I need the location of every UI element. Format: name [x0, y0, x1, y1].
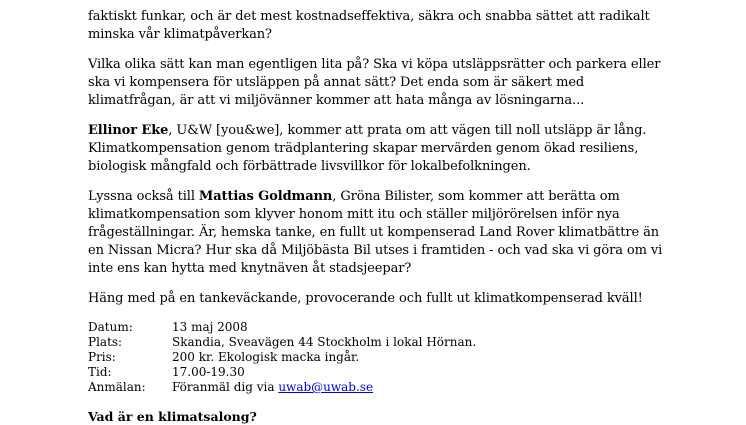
paragraph-intro: [88, 0, 708, 44]
text-line: faktiskt funkar, och är det mest kostnadseffektiva, säkra och snabba sättet att radikalt: [88, 9, 650, 24]
text-line: inte ens kan hytta med knytnäven åt stadsjeepar?: [88, 261, 412, 276]
detail-row-date: [88, 320, 708, 335]
event-details: [88, 320, 708, 395]
detail-value: 13 maj 2008: [172, 320, 248, 334]
text-line: klimatkompensation som klyver honom mitt itu och ställer miljörörelsen inför nya: [88, 207, 620, 222]
text-line: Vilka olika sätt kan man egentligen lita på? Ska vi köpa utsläppsrätter och parkera eller: [88, 57, 661, 72]
detail-label: Plats:: [88, 335, 123, 349]
paragraph-question: [88, 56, 708, 110]
detail-label: Anmälan:: [88, 380, 146, 394]
paragraph-speaker-mattias: [88, 188, 708, 278]
paragraph-invitation: [88, 290, 708, 308]
text-line: en Nissan Micra? Hur ska då Miljöbästa Bil utses i framtiden - och vad ska vi göra om vi: [88, 243, 663, 258]
text-line: biologisk mångfald och förbättrade livsvillkor för lokalbefolkningen.: [88, 159, 531, 174]
speaker-description: , U&W [you&we], kommer att prata om att vägen till noll utsläpp är lång.: [168, 123, 647, 138]
detail-row-place: [88, 335, 708, 350]
text-line: frågeställningar. Är, hemska tanke, en fullt ut kompenserad Land Rover klimatbättre än: [88, 225, 659, 240]
detail-label: Pris:: [88, 350, 116, 364]
text-line: Häng med på en tankeväckande, provocerande och fullt ut klimatkompenserad kväll!: [88, 291, 643, 306]
signup-email-link[interactable]: uwab@uwab.se: [278, 380, 374, 394]
detail-value: 17.00-19.30: [172, 365, 245, 379]
text-line: [88, 122, 708, 140]
document-page: [88, 0, 708, 425]
text-line: klimatfrågan, är att vi miljövänner kommer att hata många av lösningarna...: [88, 93, 585, 108]
text-line: ska vi kompensera för utsläppen på annat sätt? Det enda som är säkert med: [88, 75, 585, 90]
text-line: Klimatkompensation genom trädplantering skapar mervärden genom ökad resiliens,: [88, 141, 639, 156]
detail-value: 200 kr. Ekologisk macka ingår.: [172, 350, 360, 364]
text-line: [88, 188, 708, 206]
speaker-name: Ellinor Eke: [88, 123, 169, 138]
detail-row-price: [88, 350, 708, 365]
text-line: [88, 0, 708, 8]
speaker-name: Mattias Goldmann: [198, 189, 333, 204]
speaker-description: , Gröna Bilister, som kommer att berätta om: [332, 189, 620, 204]
paragraph-speaker-ellinor: [88, 122, 708, 176]
detail-value: Skandia, Sveavägen 44 Stockholm i lokal Hörnan.: [172, 335, 477, 349]
detail-row-time: [88, 365, 708, 380]
signup-prefix: Föranmäl dig via: [172, 380, 279, 394]
text-line: minska vår klimatpåverkan?: [88, 27, 272, 42]
detail-row-signup: [88, 380, 708, 395]
detail-label: Datum:: [88, 320, 133, 334]
intro-text: Lyssna också till: [88, 189, 199, 204]
detail-value: [172, 380, 373, 395]
detail-label: Tid:: [88, 365, 112, 379]
section-heading: Vad är en klimatsalong?: [88, 409, 257, 424]
